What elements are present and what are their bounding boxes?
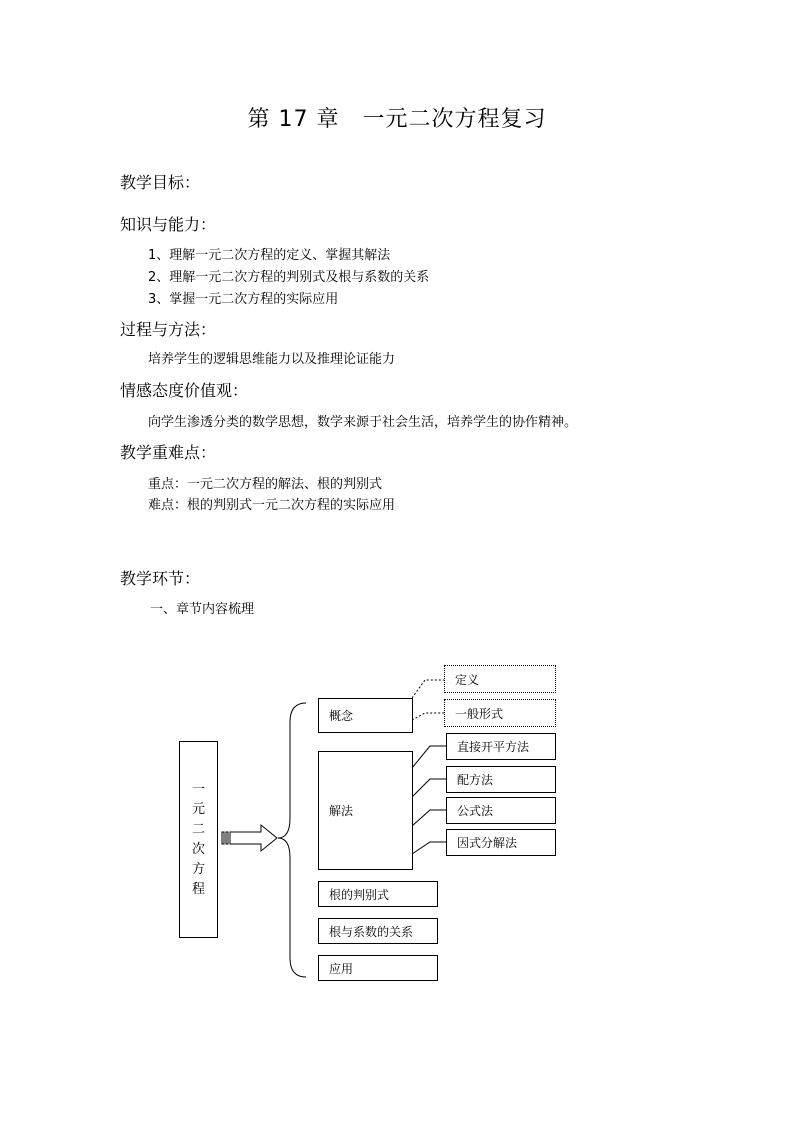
knowledge-heading: 知识与能力： [120,215,217,234]
root-coeff-label: 根与系数的关系 [329,924,414,939]
knowledge-item-1: 1、理解一元二次方程的定义、掌握其解法 [148,248,391,263]
method-label-2: 配方法 [457,773,494,787]
discriminant-box [318,881,438,907]
root-label: 一元二次方程 [191,781,205,897]
emotion-text: 向学生渗透分类的数学思想，数学来源于社会生活，培养学生的协作精神。 [148,415,578,430]
method-box-4 [446,829,556,856]
keypoints-heading: 教学重难点： [120,443,217,462]
arrow-icon [222,825,277,851]
section-title: 一、章节内容梳理 [150,602,255,617]
keypoint-key: 重点：一元二次方程的解法、根的判别式 [148,477,383,492]
method-box-1 [446,733,556,760]
line-method-2 [412,779,446,797]
objectives-heading: 教学目标： [120,173,201,192]
root-box [179,741,218,938]
method-label-4: 因式分解法 [457,836,518,850]
root-coeff-box [318,918,438,944]
general-form-label: 一般形式 [455,706,504,721]
brace [278,703,306,977]
dotted-line-general-form [412,713,444,720]
emotion-heading: 情感态度价值观： [120,381,249,400]
definition-label: 定义 [455,672,480,687]
knowledge-item-3: 3、掌握一元二次方程的实际应用 [148,292,339,307]
application-label: 应用 [329,961,354,976]
process-heading: 过程与方法： [120,320,217,339]
general-form-box [444,699,556,727]
definition-box [444,665,556,693]
steps-heading: 教学环节： [120,569,201,588]
line-method-4 [412,842,446,854]
concept-box [318,698,413,733]
discriminant-label: 根的判别式 [329,887,390,902]
dotted-line-definition [412,680,444,698]
method-box-3 [446,797,556,824]
method-label-3: 公式法 [457,804,494,818]
page-title: 第 17 章 一元二次方程复习 [247,107,547,132]
knowledge-item-2: 2、理解一元二次方程的判别式及根与系数的关系 [148,270,430,285]
process-text: 培养学生的逻辑思维能力以及推理论证能力 [148,352,396,367]
method-label-1: 直接开平方法 [457,740,530,754]
solution-label: 解法 [329,804,354,818]
line-method-3 [412,810,446,826]
line-method-1 [412,746,446,768]
keypoint-difficulty: 难点：根的判别式一元二次方程的实际应用 [148,498,396,513]
concept-label: 概念 [329,709,354,723]
solution-box [318,751,413,870]
method-box-2 [446,766,556,793]
application-box [318,955,438,981]
